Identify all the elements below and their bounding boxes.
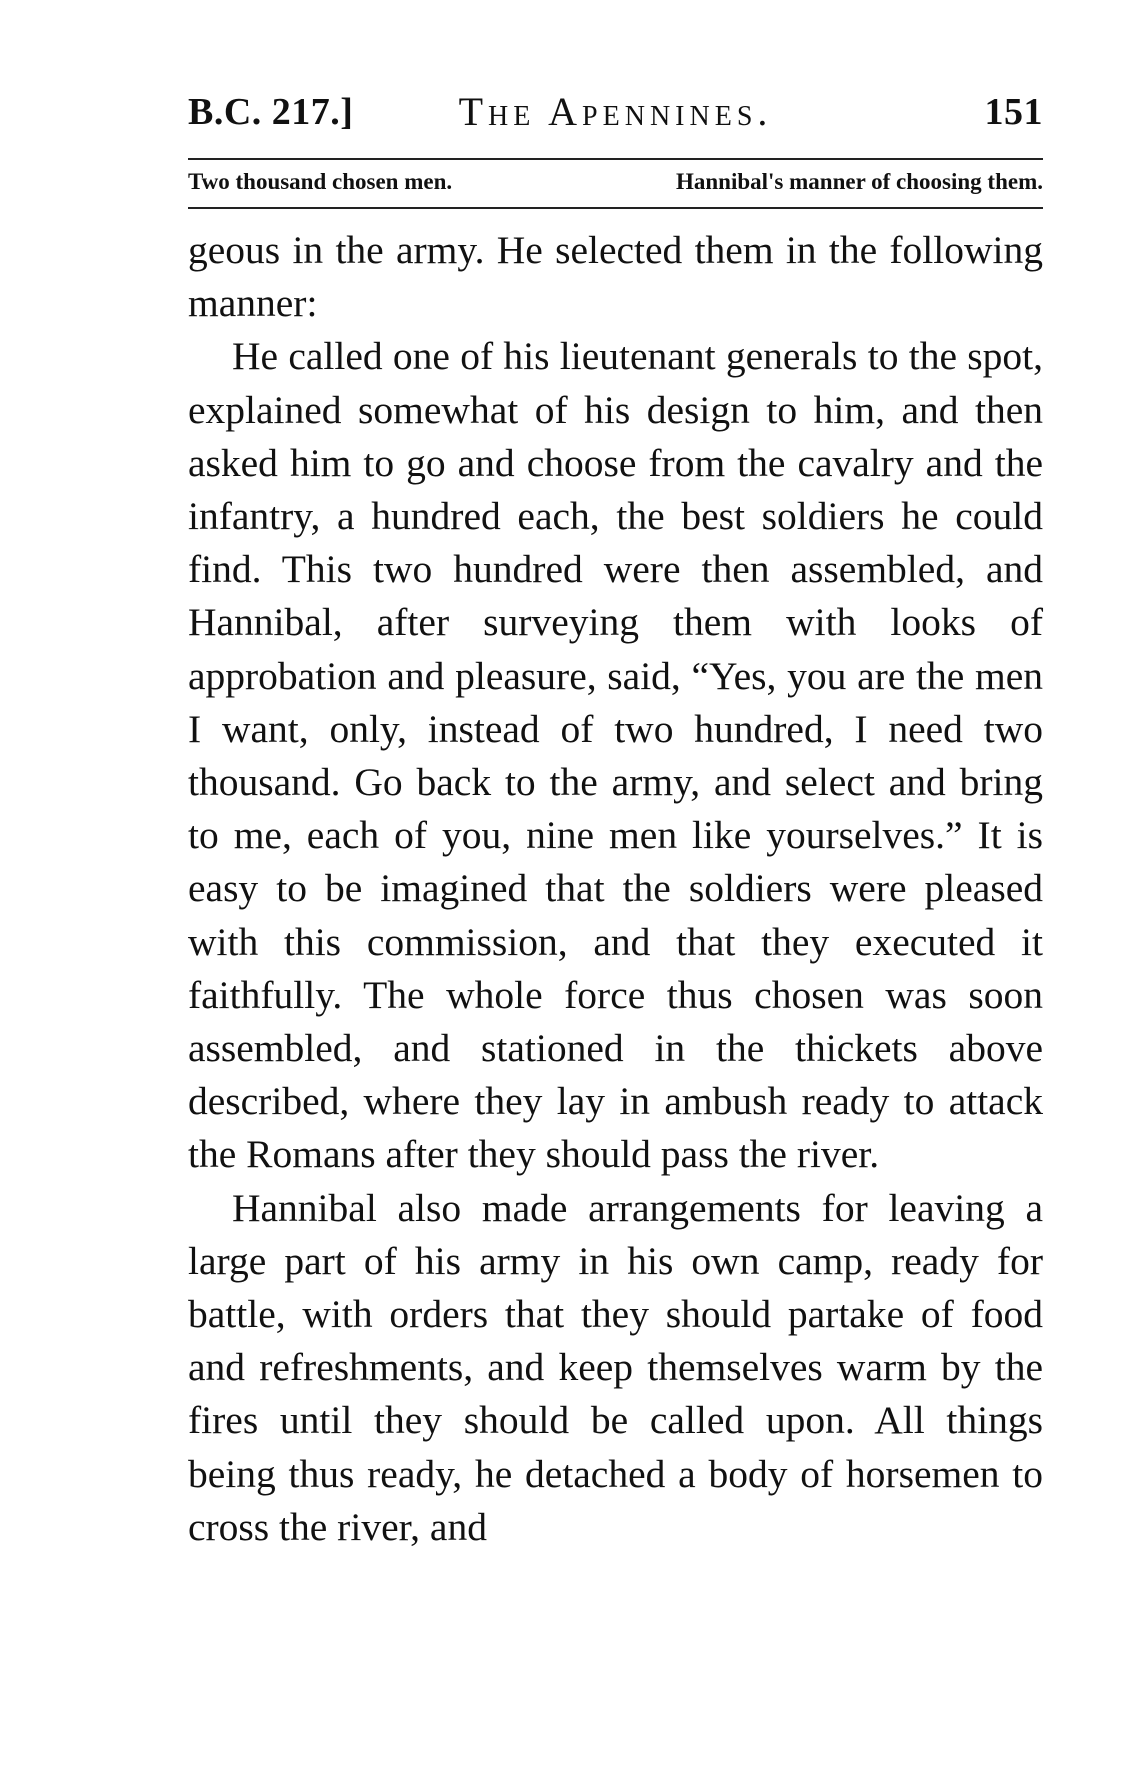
body-text bbox=[188, 224, 1043, 1554]
header-rule-top bbox=[188, 158, 1043, 160]
shoulder-note-right: Hannibal's manner of choosing them. bbox=[676, 169, 1043, 194]
running-head-date: B.C. 217.] bbox=[188, 91, 354, 133]
paragraph: He called one of his lieutenant generals to the spot, explained somewhat of his design to him, and then asked him to go and choose from the cavalry and the infantry, a hundred each, the best soldiers he could find. This two hundred were then assembled, and Hannibal, after surveying them with looks of approbation and pleasure, said, “Yes, you are the men I want, only, instead of two hundred, I need two thousand. Go back to the army, and select and bring to me, each of you, nine men like yourselves.” It is easy to be imagined that the soldiers were pleased with this commission, and that they executed it faithfully. The whole force thus chosen was soon assembled, and stationed in the thickets above described, where they lay in ambush ready to attack the Romans after they should pass the river. bbox=[188, 334, 1043, 1177]
paragraph: Hannibal also made arrangements for leaving a large part of his army in his own camp, ready for battle, with orders that they should partake of food and refreshments, and keep themselves warm by the fires until they should be called upon. All things being thus ready, he detached a body of horsemen to cross the river, and bbox=[188, 1185, 1043, 1549]
shoulder-notes bbox=[188, 165, 1043, 199]
page-number: 151 bbox=[984, 91, 1043, 133]
running-head-title: The Apennines. bbox=[458, 89, 773, 134]
running-head bbox=[188, 88, 1043, 136]
paragraph-continuation: geous in the army. He selected them in the following manner: bbox=[188, 228, 1043, 326]
shoulder-note-left: Two thousand chosen men. bbox=[188, 169, 453, 194]
header-rule-bottom bbox=[188, 207, 1043, 209]
